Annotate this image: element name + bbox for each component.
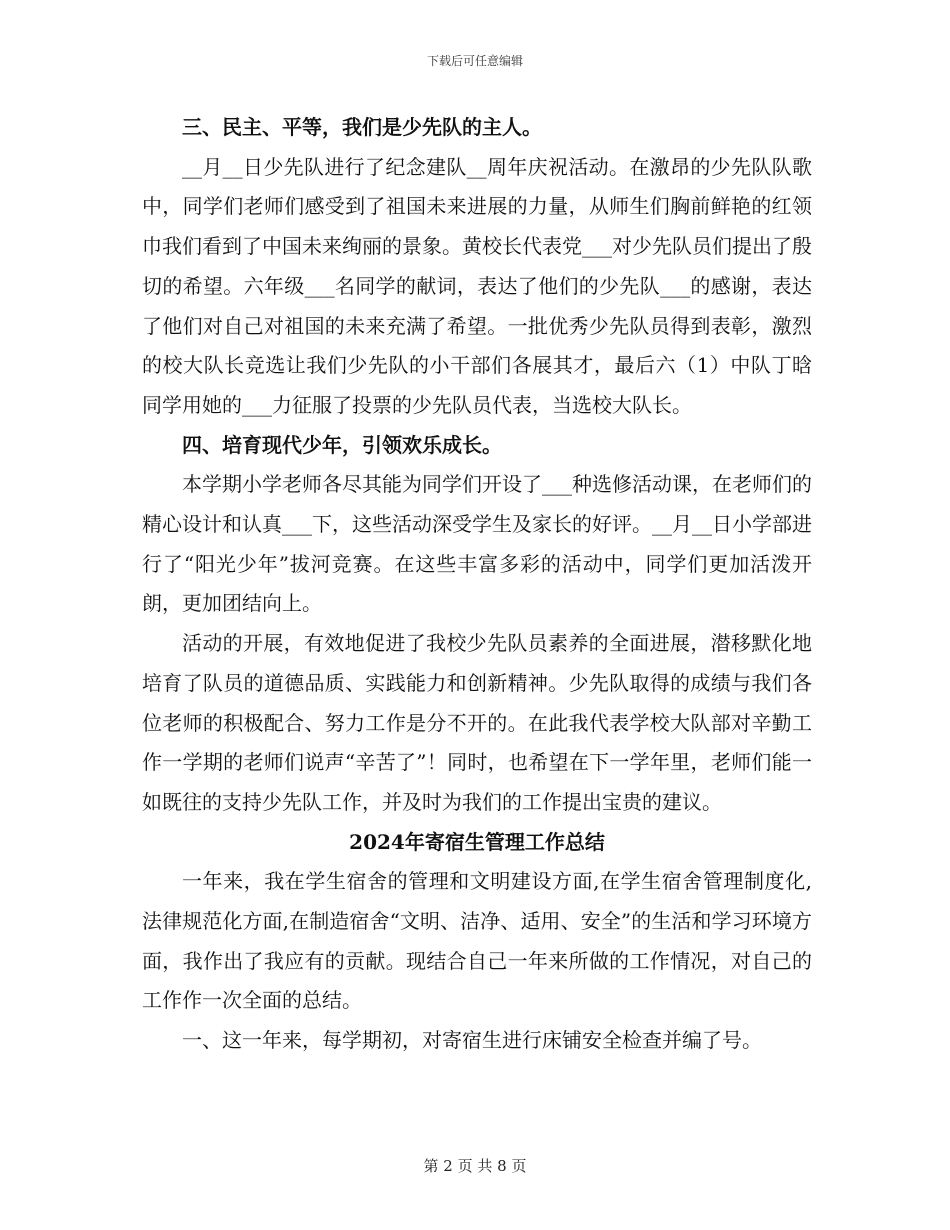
document-2-title: 2024年寄宿生管理工作总结 — [349, 829, 605, 854]
document-2-paragraph-1: 一年来，我在学生宿舍的管理和文明建设方面,在学生宿舍管理制度化,法律规范化方面,在制造宿舍“文明、洁净、适用、安全”的生活和学习环境方面，我作出了我应有的贡献。现结合自己一年来所做的工作情况，对自己的工作作一次全面的总结。 — [142, 869, 812, 1013]
section-4-paragraph-2: 活动的开展，有效地促进了我校少先队员素养的全面进展，潜移默化地培育了队员的道德品质、实践能力和创新精神。少先队取得的成绩与我们各位老师的积极配合、努力工作是分不开的。在此我代表学校大队部对辛勤工作一学期的老师们说声“辛苦了”！同时，也希望在下一学年里，老师们能一如既往的支持少先队工作，并及时为我们的工作提出宝贵的建议。 — [142, 631, 812, 814]
document-2-paragraph-2: 一、这一年来，每学期初，对寄宿生进行床铺安全检查并编了号。 — [182, 1028, 762, 1053]
document-body — [142, 108, 812, 1061]
section-4-paragraph-1: 本学期小学老师各尽其能为同学们开设了___种选修活动课，在老师们的精心设计和认真___下，这些活动深受学生及家长的好评。__月__日小学部进行了“阳光少年”拔河竞赛。在这些丰富多彩的活动中，同学们更加活泼开朗，更加团结向上。 — [142, 472, 812, 616]
section-3-paragraph: __月__日少先队进行了纪念建队__周年庆祝活动。在激昂的少先队队歌中，同学们老师们感受到了祖国未来进展的力量，从师生们胸前鲜艳的红领巾我们看到了中国未来绚丽的景象。黄校长代表党___对少先队员们提出了殷切的希望。六年级___名同学的献词，表达了他们的少先队___的感谢，表达了他们对自己对祖国的未来充满了希望。一批优秀少先队员得到表彰，激烈的校大队长竞选让我们少先队的小干部们各展其才，最后六（1）中队丁晗同学用她的___力征服了投票的少先队员代表，当选校大队长。 — [142, 154, 812, 417]
section-4-heading: 四、培育现代少年，引领欢乐成长。 — [182, 432, 502, 457]
page-header-note: 下载后可任意编辑 — [426, 54, 523, 68]
section-3-heading: 三、民主、平等，我们是少先队的主人。 — [182, 115, 542, 139]
page-number: 第 2 页 共 8 页 — [423, 1157, 527, 1175]
